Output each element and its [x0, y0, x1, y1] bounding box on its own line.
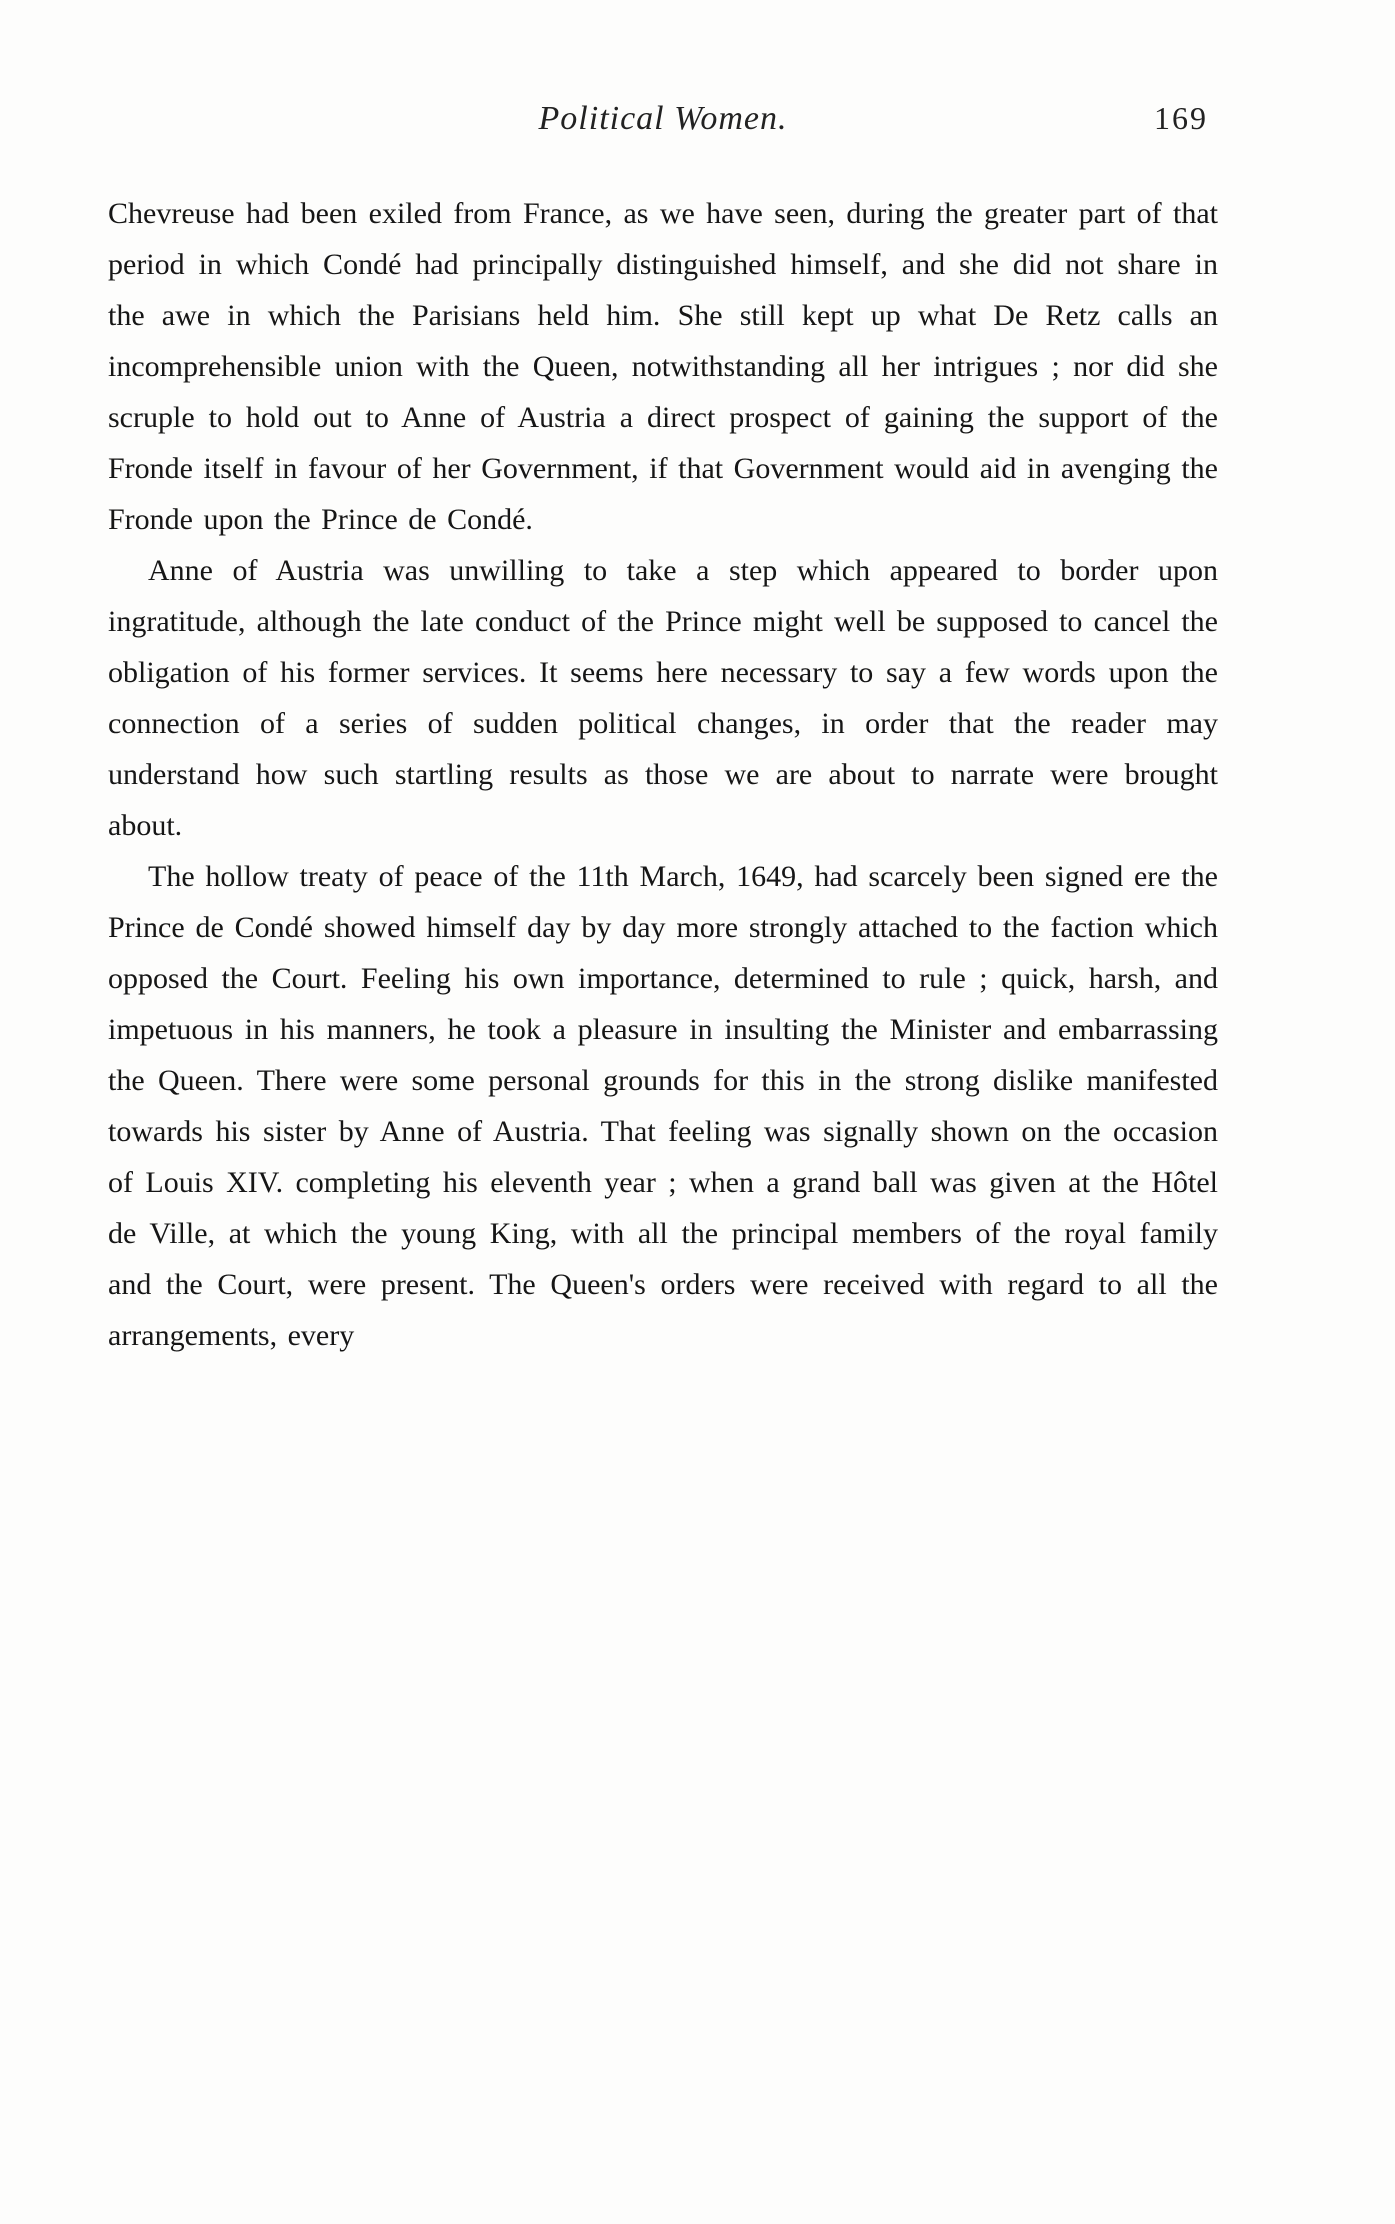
body-text: [108, 188, 1218, 1361]
paragraph: The hollow treaty of peace of the 11th March, 1649, had scarcely been signed ere the Prince de Condé showed himself day by day more strongly attached to the faction which opposed the Court. Feeling his own importance, determined to rule ; quick, harsh, and impetuous in his manners, he took a pleasure in insulting the Minister and embarrassing the Queen. There were some personal grounds for this in the strong dislike manifested towards his sister by Anne of Austria. That feeling was signally shown on the occasion of Louis XIV. completing his eleventh year ; when a grand ball was given at the Hôtel de Ville, at which the young King, with all the principal members of the royal family and the Court, were present. The Queen's orders were received with regard to all the arrangements, every: [108, 860, 1218, 1352]
paragraph: Chevreuse had been exiled from France, as we have seen, during the greater part of that period in which Condé had principally distinguished himself, and she did not share in the awe in which the Parisians held him. She still kept up what De Retz calls an incomprehensible union with the Queen, notwithstanding all her intrigues ; nor did she scruple to hold out to Anne of Austria a direct prospect of gaining the support of the Fronde itself in favour of her Government, if that Government would aid in avenging the Fronde upon the Prince de Condé.: [108, 197, 1218, 536]
text-block: [108, 100, 1218, 1361]
page-number: 169: [1154, 100, 1208, 136]
paragraph: Anne of Austria was unwilling to take a step which appeared to border upon ingratitude, although the late conduct of the Prince might well be supposed to cancel the obligation of his former services. It seems here necessary to say a few words upon the connection of a series of sudden political changes, in order that the reader may understand how such startling results as those we are about to narrate were brought about.: [108, 554, 1218, 842]
running-title: Political Women.: [538, 100, 788, 137]
page-header: [108, 100, 1218, 148]
